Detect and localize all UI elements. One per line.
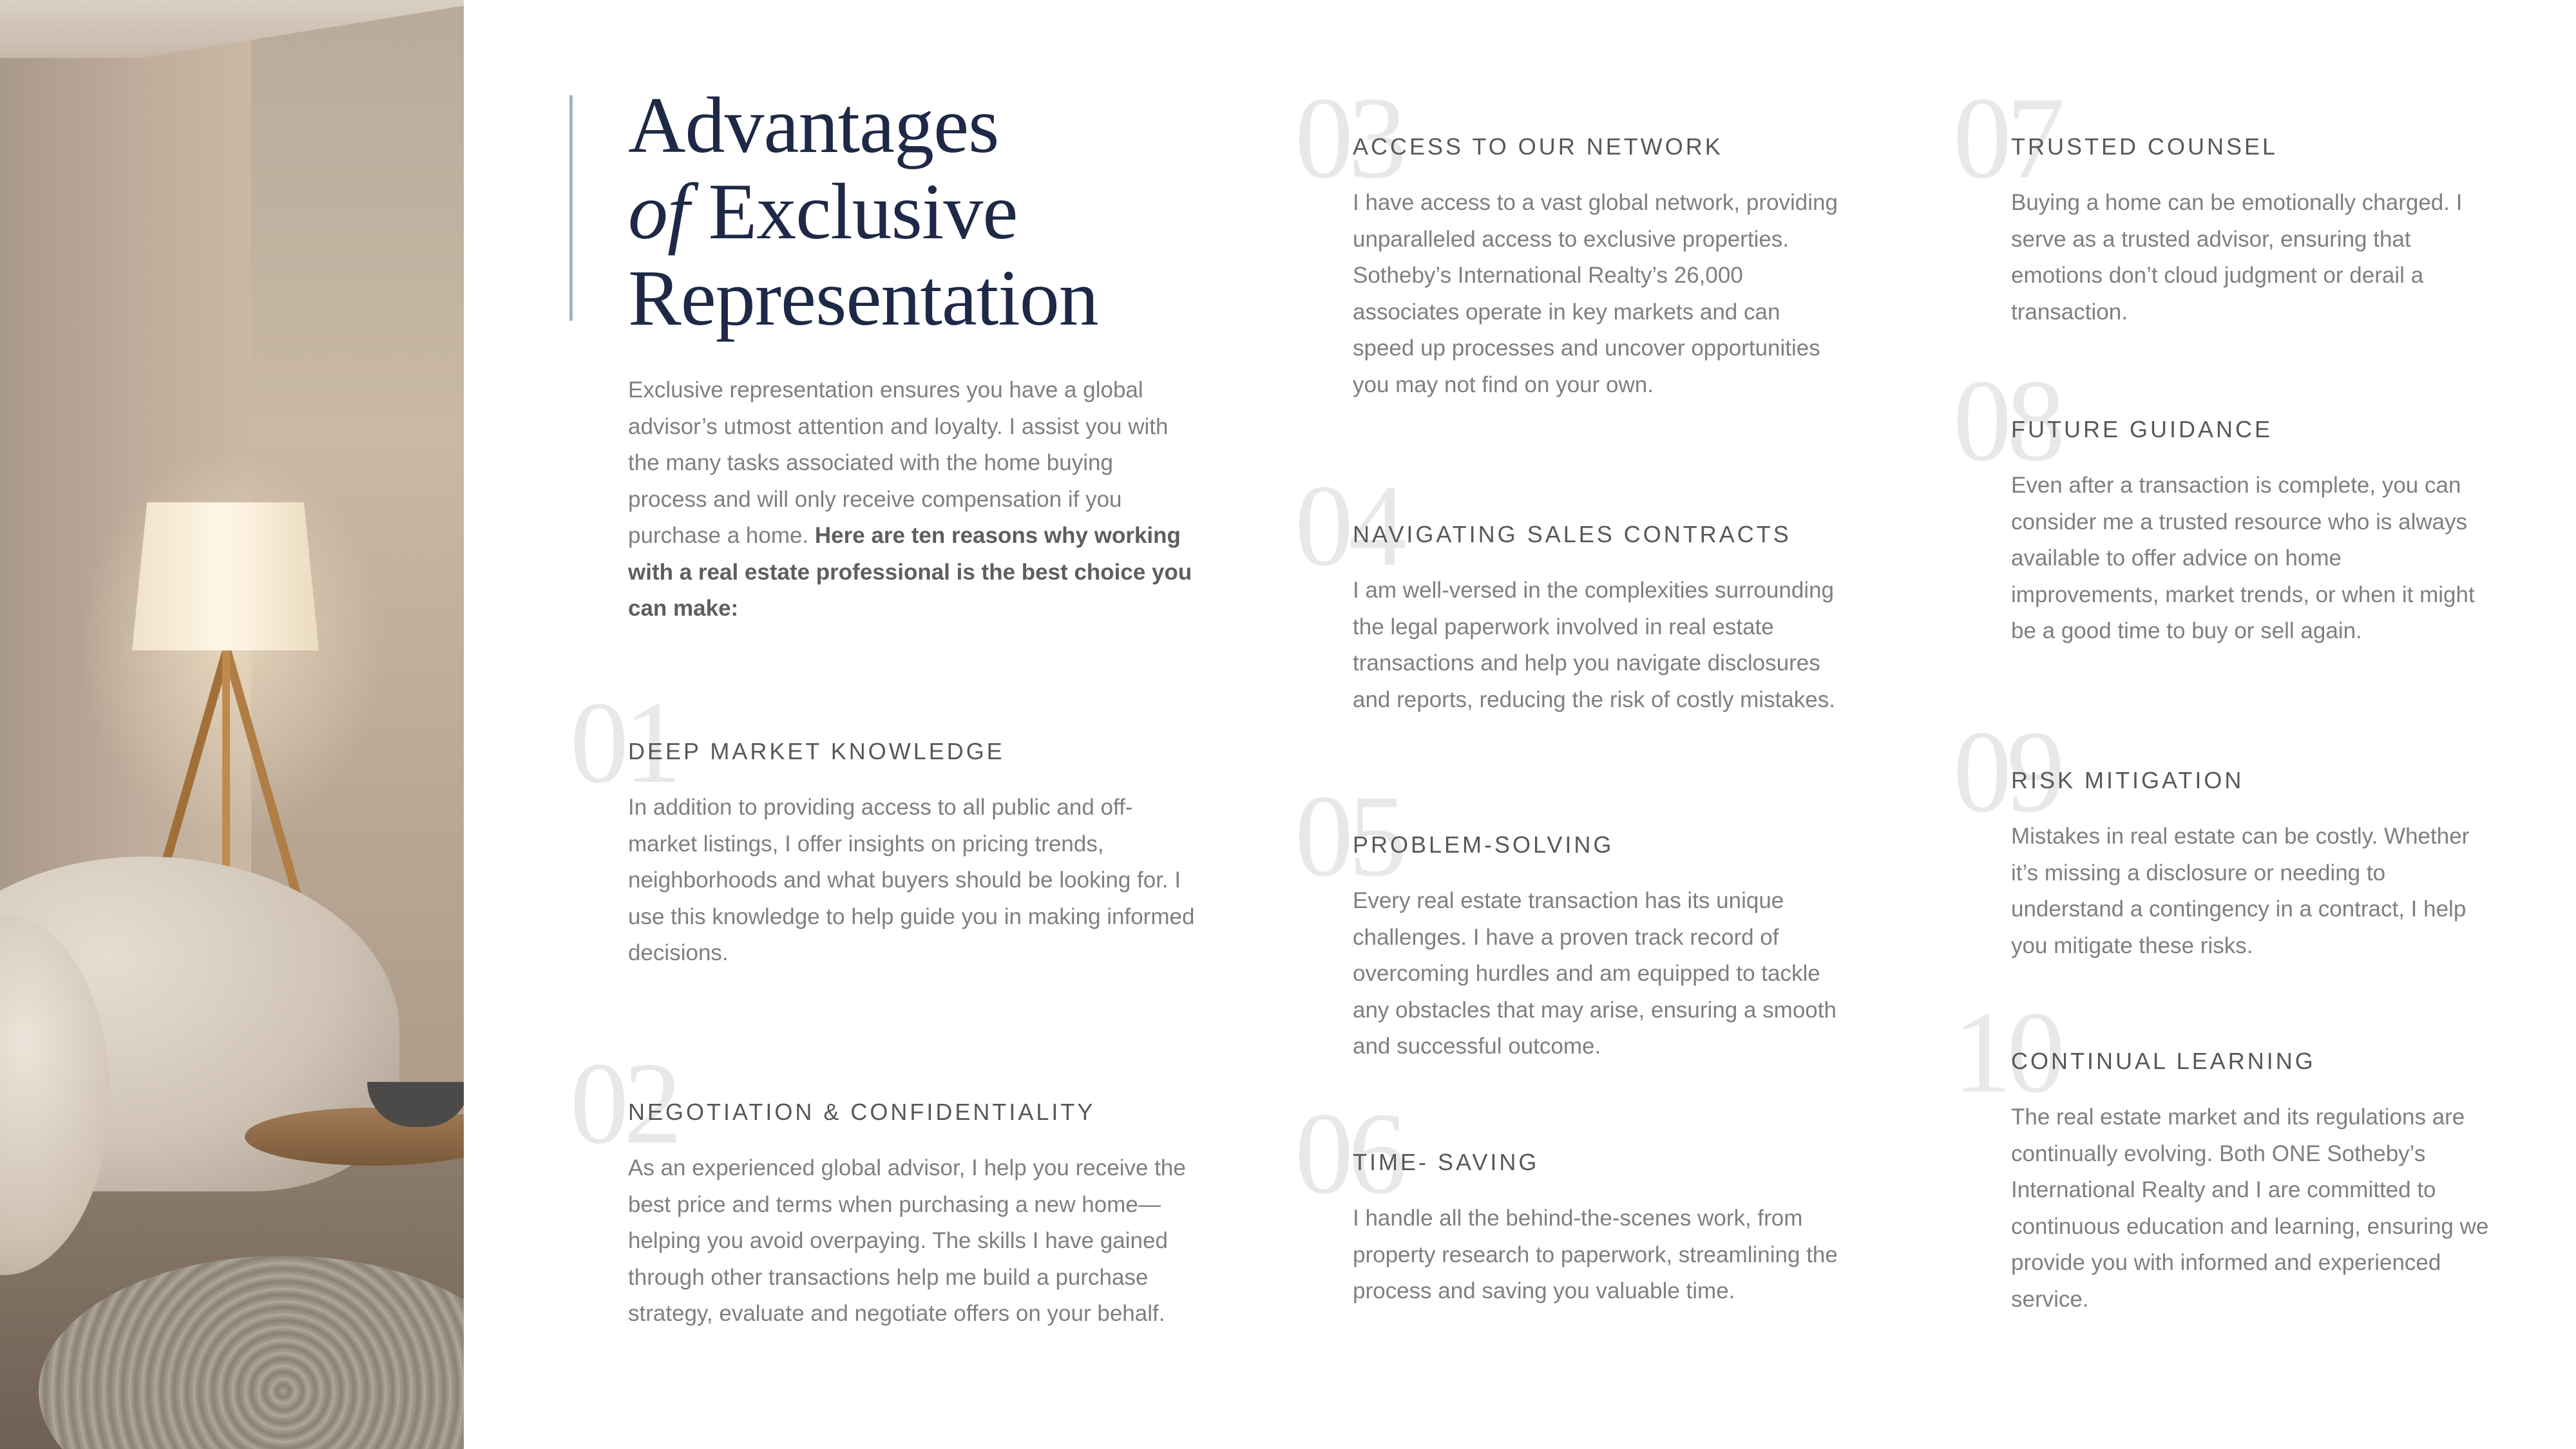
reason-title: TRUSTED COUNSEL [2011,133,2278,160]
reason-body: The real estate market and its regulations are continually evolving. Both ONE Sotheby’s International Realty and I are committed to continuous education and learning, ensuring we provide you with informed and experienced service. [2011,1104,2489,1312]
lamp-shade [132,502,319,650]
reason-item-04 [1295,461,1842,718]
reason-number: 01 [570,678,677,808]
reason-number: 06 [1295,1089,1402,1218]
reason-item-10 [1953,988,2494,1318]
reason-title: DEEP MARKET KNOWLEDGE [628,738,1005,764]
reason-body: In addition to providing access to all public and off-market listings, I offer insights on pricing trends, neighborhoods and what buyers should be looking for. I use this knowledge to help guide you in making informed decisions. [628,795,1195,965]
reason-number: 03 [1295,73,1402,203]
reason-number: 10 [1953,988,2060,1117]
reason-body: Buying a home can be emotionally charged. I serve as a trusted advisor, ensuring that emotions don’t cloud judgment or derail a transaction. [2011,190,2463,325]
reason-item-02 [570,1039,1195,1332]
reason-item-03 [1295,73,1842,403]
reason-number: 09 [1953,707,2060,837]
reason-number: 05 [1295,772,1402,901]
title-line-1: Advantages [628,81,999,169]
intro-text: Exclusive representation ensures you have a global advisor’s utmost attention and loyalty. I assist you with the many tasks associated with the home buying process and will only receive compensation if you purchase a home. [628,377,1169,548]
reason-title: TIME- SAVING [1353,1149,1540,1175]
reason-body: Mistakes in real estate can be costly. Whether it’s missing a disclosure or needing to understand a contingency in a contract, I help you mitigate these risks. [2011,824,2470,958]
reason-item-07 [1953,73,2494,330]
title-line-2-rest: Exclusive [689,167,1018,256]
title-accent-bar [569,95,573,321]
reason-body: I am well-versed in the complexities surrounding the legal paperwork involved in real estate transactions and help you navigate disclosures and reports, reducing the risk of costly mistakes. [1353,578,1835,712]
reason-title: ACCESS TO OUR NETWORK [1353,133,1723,160]
reason-body: As an experienced global advisor, I help you receive the best price and terms when purchasing a new home—helping you avoid overpaying. The skills I have gained through other transactions help me build a purchase strategy, evaluate and negotiate offers on your behalf. [628,1155,1186,1326]
living-room-photo [0,0,464,1449]
lamp-leg [222,650,230,869]
reason-item-05 [1295,772,1842,1065]
reason-body: I have access to a vast global network, providing unparalleled access to exclusive properties. Sotheby’s International Realty’s 26,000 associates operate in key markets and can speed up processes and uncover opportunities you may not find on your own. [1353,190,1838,397]
title-line-3: Representation [628,254,1098,342]
reason-body: Even after a transaction is complete, you can consider me a trusted resource who is always available to offer advice on home improvements, market trends, or when it might be a good time to buy or sell again. [2011,473,2475,643]
intro-bold-text: Here are ten reasons why working with a real estate professional is the best choice you can make: [628,523,1192,621]
title-line-2 [628,169,1098,255]
reason-number: 08 [1953,356,2060,486]
reason-title: NAVIGATING SALES CONTRACTS [1353,521,1791,547]
page-title [628,82,1098,341]
reason-number: 02 [570,1039,677,1168]
reason-item-01 [570,678,1195,972]
reason-number: 04 [1295,461,1402,591]
reason-title: RISK MITIGATION [2011,767,2244,793]
reason-title: CONTINUAL LEARNING [2011,1048,2316,1074]
reason-title: NEGOTIATION & CONFIDENTIALITY [628,1099,1096,1125]
reason-title: PROBLEM-SOLVING [1353,831,1614,858]
reason-item-06 [1295,1089,1842,1310]
reason-body: I handle all the behind-the-scenes work, from property research to paperwork, streamlining the process and saving you valuable time. [1353,1206,1838,1303]
reason-item-08 [1953,356,2494,650]
reason-body: Every real estate transaction has its unique challenges. I have a proven track record of overcoming hurdles and am equipped to tackle any obstacles that may arise, ensuring a smooth and successful outcome. [1353,888,1837,1059]
reason-number: 07 [1953,73,2060,203]
title-italic-word: of [628,167,689,256]
reason-item-09 [1953,707,2494,964]
intro-paragraph [628,372,1195,627]
reason-title: FUTURE GUIDANCE [2011,416,2273,442]
